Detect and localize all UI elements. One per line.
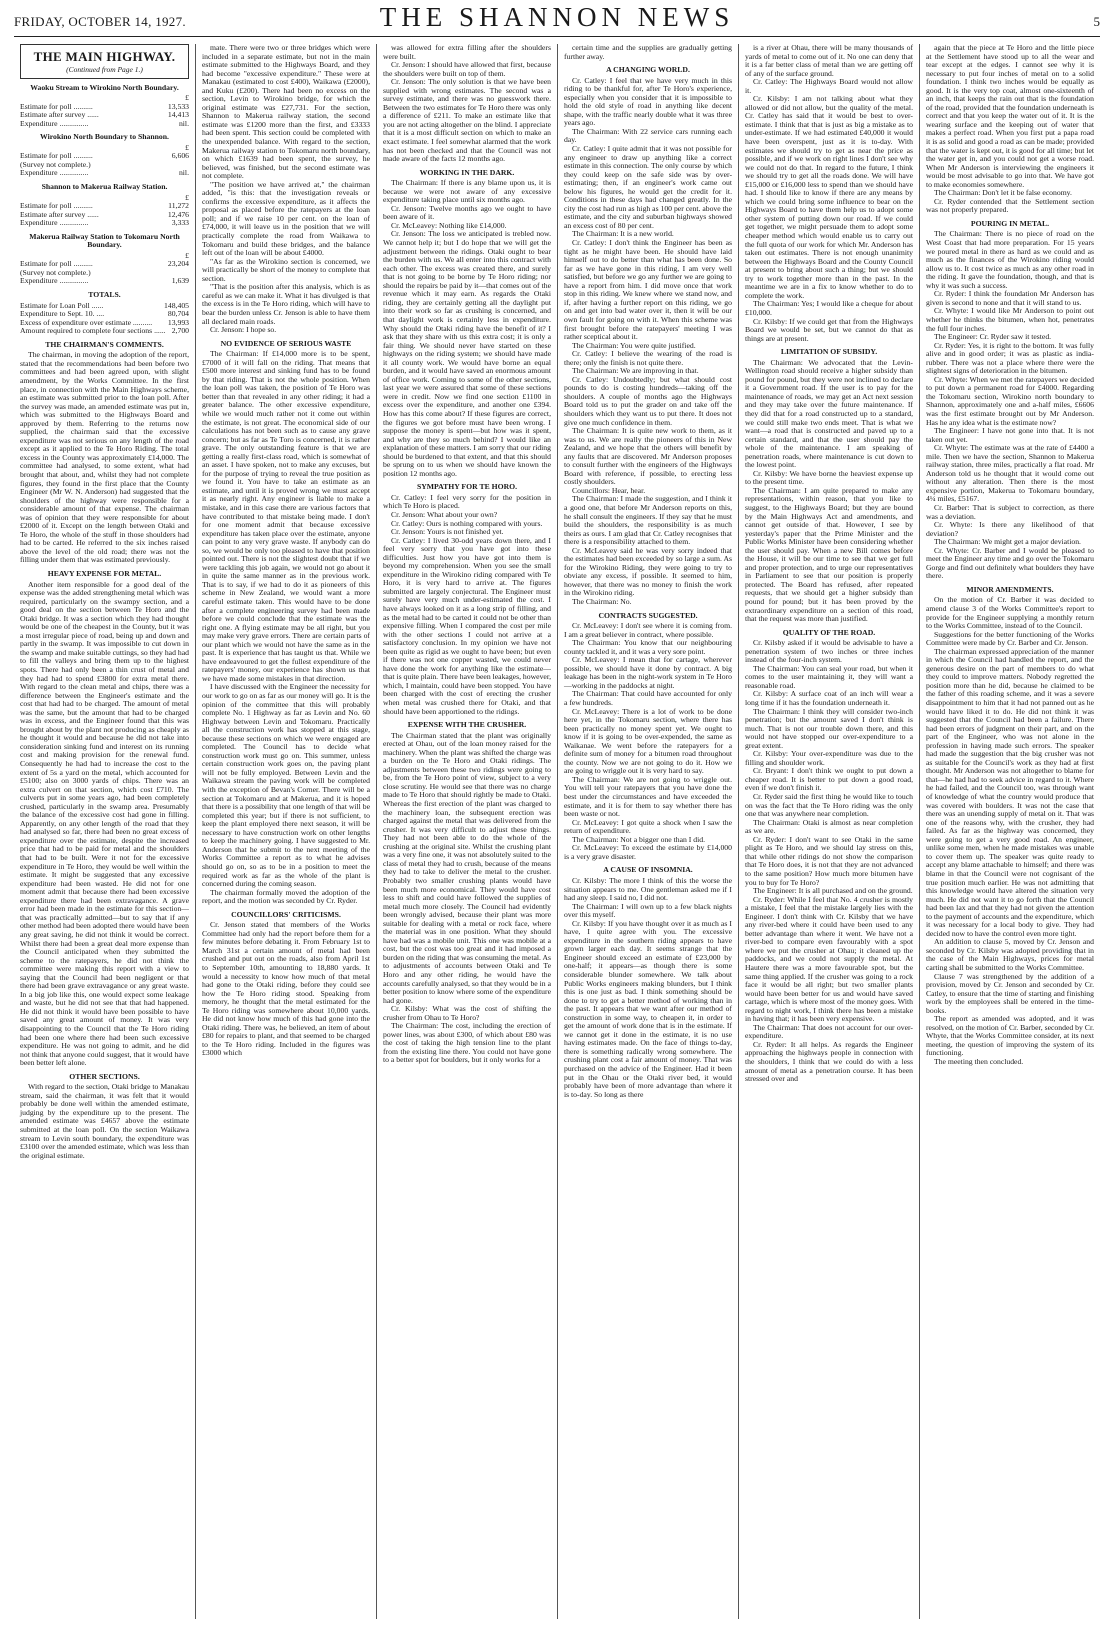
paragraph: Cr. Kilsby: If we could get that from the Highways Board we would be set, but we cannot do that as things are at present. [745, 316, 913, 343]
paragraph: Cr. Kilsby: A surface coat of an inch will wear a long time if it has the foundation underneath it. [745, 689, 913, 708]
column-1-body [20, 341, 189, 1160]
pound-sign: £ [185, 142, 189, 152]
paragraph: Cr. McLeavey: I got quite a shock when I saw the return of expenditure. [564, 817, 732, 836]
paragraph: Cr. Jenson: What about your own? [391, 509, 498, 519]
paragraph: The Chairman: I think they will consider two-inch penetration; but the amount saved I don't think is much. That is not our trouble down there, and this would not have stopped our over-expenditure to a great extent. [745, 706, 913, 750]
subheading: THE CHAIRMAN'S COMMENTS. [45, 339, 164, 349]
paragraph: Suggestions for the better functioning of the Works Committee were made by Cr. Barber and Cr. Jenson. [926, 629, 1094, 648]
paragraph: On the motion of Cr. Barber it was decided to amend clause 3 of the Works Committee's report to provide for the Engineer supplying a monthly return to the Works Committee, instead of to the Council. [926, 595, 1094, 631]
table-row [20, 269, 189, 278]
paragraph: "That is the position after this analysis, which is as careful as we can make it. What it has divulged is that the excess is in the Te Horo riding, which will have to bear the burden unless Cr. Jenson is able to have them all declared main roads. [202, 282, 370, 326]
table-row [20, 169, 189, 178]
row-label: Estimate for Loan Poll ...... [20, 301, 104, 310]
page-number: 5 [1093, 14, 1100, 29]
paragraph: The Chairman: I am quite prepared to make any representations, within reason, that you like to suggest, to the Highways Board; but they are bound by the Main Highways Act and amendments, and cannot get outside of that. However, I see by yesterday's paper that the Prime Minister and the Public Works Minister have been considering whether the user should pay. When a new Bill comes before the House, it will be our time to see that we get full and proper protection, and to urge our representatives in Parliament to see that our position is properly protected. The Board has refused, after repeated requests, that we should get a higher subsidy than pound for pound; but it has been proved by the extraordinary expenditure on a section of this road, that the request was more than justified. [745, 485, 913, 624]
row-label: Expenditure to Sept. 10. .... [20, 310, 105, 319]
row-value: 80,704 [167, 309, 189, 319]
paragraph: Councillors: Hear, hear. [572, 485, 646, 495]
table-row [20, 219, 189, 228]
totals-table [20, 302, 189, 336]
continued-note: (Continued from Page 1.) [66, 65, 143, 74]
column-4 [557, 44, 738, 1619]
row-label: (Survey not complete.) [20, 268, 91, 277]
paragraph: The Chairman: Not a bigger one than I did. [572, 834, 705, 844]
article-title-block [20, 44, 189, 79]
subheading: LIMITATION OF SUBSIDY. [780, 347, 878, 357]
paragraph: Clause 7 was strengthened by the addition of a provision, moved by Cr. Jenson and seconded by Cr. Catley, to ensure that the time of starting and finishing work by the employees shall be entered in the time-books. [926, 971, 1094, 1015]
table-row [20, 103, 189, 112]
row-label: Amount required to complete four sections ...... [20, 327, 166, 336]
paragraph: Cr. Catley: I lived 30-odd years down there, and I feel very sorry that you have got into these difficulties. Just how you have got into them is beyond my comprehension. When you see the small expenditure in the Wirokino riding compared with Te Horo, it is very hard to arrive at. The figures submitted are largely conjectural. The Engineer must surely have very much under-estimated the cost. I have always looked on it as a long strip of filling, and as the metal had to be carted it could not be other than expensive filling. When I compared the cost per mile with the other sections I could not arrive at a satisfactory conclusion. In my opinion we have not been quite as rigid as we ought to have been; but even if there was not one copper wasted, we could never have done the work for anything like the estimate—that is quite plain. There have been leakages, however, which, I maintain, could have been stopped. You have been charged with the cost of erecting the crusher when metal was crushed there for Otaki, and that should have been apportioned to the ridings. [383, 535, 551, 716]
row-value: 148,405 [164, 300, 189, 310]
subheading: COUNCILLORS' CRITICISMS. [231, 909, 341, 919]
paragraph: The Chairman: You were quite justified. [572, 340, 696, 350]
paragraph: Cr. Jenson stated that members of the Works Committee had only had the report before them for a few minutes before debating it. From February 1st to March 31st a certain amount of metal had been crushed and put out on the roads, also from April 1st to September 10th, amounting to 18,880 yards. It would a necessity to know how much of that metal had gone to the Otaki riding, before they could see how the Te Horo riding stood. Speaking from memory, he thought that the metal estimated for the Te Horo riding was somewhere about 10,000 yards. He did not know how much of this had gone into the Otaki riding. There was, he believed, an item of about £80 for repairs to plant, and that seemed to be charged to the Te Horo riding. Included in the figures was £3000 which [202, 920, 370, 1058]
table-row [20, 120, 189, 129]
paragraph: An addition to clause 5, moved by Cr. Jenson and seconded by Cr. Kilsby was adopted providing that in the case of the Main Highways, prices for metal carting shall be submitted to the Works Committee. [926, 937, 1094, 972]
paragraph: Cr. Barber: That is subject to correction, as there was a deviation. [926, 502, 1094, 521]
table-row [20, 327, 189, 336]
section-heading: Makerua Railway Station to Tokomaru North Boundary. [29, 231, 180, 250]
paragraph: again that the piece at Te Horo and the little piece at the Settlement have stood up to all the wear and tear except at the edges. I cannot see why it is necessary to put four inches of metal on to a solid foundation. I think two inches would be equally as good. It is the very top coat, almost one-sixteenth of an inch, that keeps the rain out that is the foundation of the road, provided that the foundation underneath is correct and that you keep the water out of it. It is the wearing surface and the keeping out of water that makes a perfect road. When you first put a papa road it is as solid and good a road as can be made; provided that the water is kept out, it is good for all time; but let the water get in, and you could not get a worse road. When Mr Anderson is interviewing the engineers it would be most advisable to go into that. We have got to make economies somewhere. [926, 44, 1094, 189]
section-heading: Wirokino North Boundary to Shannon. [40, 132, 169, 142]
paragraph: The Chairman: That does not account for our over-expenditure. [745, 1022, 913, 1041]
paragraph: The Engineer: Cr. Ryder saw it tested. [934, 332, 1052, 342]
paragraph: "As far as the Wirokino section is concerned, we will practically be short of the money to complete that section. [202, 256, 370, 283]
paragraph: Cr. Jenson: Yours is not finished yet. [391, 527, 504, 537]
paragraph: Cr. Kilsby: What was the cost of shifting the crusher from Ohau to Te Horo? [383, 1004, 551, 1022]
row-value: 23,204 [167, 259, 189, 269]
subheading: POURING IN METAL. [970, 218, 1050, 228]
subheading: HEAVY EXPENSE FOR METAL. [47, 568, 162, 578]
row-label: (Survey not complete.) [20, 160, 91, 169]
pound-sign: £ [185, 192, 189, 202]
subheading: MINOR AMENDMENTS. [966, 584, 1054, 594]
table-row [20, 111, 189, 120]
paragraph: The Chairman: Don't let it be false economy. [934, 188, 1072, 198]
row-label: Estimate for poll .......... [20, 152, 93, 161]
pound-sign: £ [185, 250, 189, 260]
row-label: Excess of expenditure over estimate .......... [20, 318, 153, 327]
paragraph: Cr. McLeavey: I don't see where it is coming from. I am a great believer in contract, where possible. [564, 621, 732, 639]
row-value: nil. [178, 118, 189, 128]
paragraph: I have discussed with the Engineer the necessity for our work to go on as far as our money will go. It is the opinion of the committee that this will probably complete No. 1 Highway as far as Levin and No. 60 Highway between Levin and Tokomaru. Practically all the construction work has stopped at this stage, because these sections on which we were engaged are completed. The Council has to decide what construction work must go on. This summer, unless certain construction work goes on, the paving plant will not be fully employed. Between Levin and the Waikawa stream the paving work will be completed with the exception of Bevan's Corner. There will be a section at Tokomaru and at Makerua, and it is hoped that there is a possibility that one length of that will be completed this year; but if there is not sufficient, to keep the plant employed there next season, it will be necessary to have construction work on other lengths to keep the machinery going. I have suggested to Mr. Anderson that he submit to the next meeting of the Works Committee a report as to what he advises should go on, so as to be in a position to meet the required work as far as the whole of the plant is concerned during the coming season. [202, 682, 370, 889]
paragraph: The Chairman: We are not going to wriggle out. You will tell your ratepayers that you have done the best under the circumstances and have exceeded the estimate, and it is for them to say whether there has been waste or not. [564, 774, 732, 819]
paragraph: The Chairman: If there is any blame upon us, it is because we were not aware of any excessive expenditure taking place until six months ago. [383, 178, 551, 205]
paragraph: The chairman, in moving the adoption of the report, stated that the recommendations had been before two committees and had been agreed upon, with slight amendment, by the Works Committee. In the first place, in connection with the Main Highways scheme, an estimate was submitted prior to the loan poll. After the survey was made, an amended estimate was put in, which was submitted to the Highways Board and approved by them. Referring to the returns now supplied, the chairman said that the excessive expenditure was not serious on any length of the road except as it applied to the Te Horo Riding. The total excess in the County was approximately £14,000. The committee had analysed, to some extent, what had brought that about, and, whilst they had not complete figures, they found in the first place that the County Engineer (Mr W. N. Anderson) had suggested that the shoulders of the highway were responsible for a considerable amount of that expense. The chairman was of opinion that they were responsible for about £2000 of it. Except on the length between Otaki and Te Horo, the whole of the stuff in those shoulders had had to be carted. He referred to the six inches raised above the level of the old road; there was not the filling under them that was estimated previously. [20, 350, 189, 565]
paragraph: The Engineer: It is all purchased and on the ground. [753, 886, 913, 896]
subheading: OTHER SECTIONS. [69, 1071, 140, 1081]
paragraph: Cr. Kilsby: If you have thought over it as much as I have, I quite agree with you. The excessive expenditure in the southern riding appears to have grown larger each day. It seems strange that the Engineer should exceed an estimate of £23,000 by one-half; it appears—as though there is some considerable blunder somewhere. We talk about Public Works engineers making blunders, but I think this is one just as bad. I think something should be done to try to get a better method of working than in the past. It appears that we want after our method of construction in some way, to cheapen it, in order to get the amount of work done that is in the estimate. If we cannot get it done in the estimate, it is no use having estimates made. On the face of things to-day, there is something radically wrong somewhere. The crushing plant cost a fair amount of money. That was purchased on the advice of the Engineer. Had it been put in the Ohau or the Otaki river bed, it would probably have been of more advantage than where it is to-day. So long as there [564, 918, 732, 1099]
paragraph: Cr. McLeavey: To exceed the estimate by £14,000 is a very grave disaster. [564, 843, 732, 861]
subheading: QUALITY OF THE ROAD. [782, 627, 876, 637]
paragraph: Another item responsible for a good deal of the expense was the added strengthening metal which was required, particularly on the swampy section, and a good deal on the section between Te Horo and the Otaki bridge. It was a section which they had thought would be one of the cheapest in the County, but it was a most irregular piece of road, being up and down and partly in the swamp. It was impossible to cut down in the swamp and make suitable cuttings, so they had had to fill the valleys and bring them up to the highest spots. There had only been a thin crust of metal and they had had to spend £3800 for extra metal there. With regard to the clean metal and chips, there was a difference between the Engineer's estimate and the cost that had had to be charged. The amount of metal was the same, but the amount that had to be charged was in excess, and the Engineer found that this was brought about by the plant not producing as cheaply as he thought it would and because he did not take into consideration sinking fund and interest on its running cost and making provision for the renewal fund. Consequently he had had to increase the cost to the extent of 5s a yard on the metal, which accounted for £5100; also on 3000 yards of chips. There was an extra culvert on that section, which cost £710. The culverts put in some years ago, had been completely crushed, particularly in the swamp area. Presumably the balance of the excessive cost had gone in filling. Apparently, on any other length of the road that they had analysed so far, there had been no great excess of expenditure over the estimate, despite the increased price that had to be paid for metal and the shoulders that had to be built. Were it not for the excessive expenditure in Te Horo, they would be well within the estimate. It might be suggested that any excessive expenditure had been wasted. He did not for one moment admit that because there had been excessive expenditure there had been extravagance. A grave error had been made in the estimate for this section—that was practically admitted—but to say that if any other method had been adopted there would have been any great saving, he did not think it would be correct. Whilst there had been a great deal more expense than the Council anticipated when they submitted the scheme to the ratepayers, he did not think the committee were making this report with a view to saying that the Council had been negligent or that there had been grave extravagance or any great waste. In a big job like this, one would expect some leakage and waste, but he did not see that that had happened. He did not think it would have been possible to have saved any great amount of money. It was very disappointing to the Council that the Te Horo riding had been one where there had been such excessive expenditure. He was not going to admit, and he did not think that anyone could suggest, that it would have been better left alone. [20, 579, 189, 1068]
paragraph: Cr. McLeavey: Nothing like £14,000. [391, 220, 507, 230]
paragraph: The chairman expressed appreciation of the manner in which the Council had handled the report, and the generous desire on the part of members to do what they could to improve matters. Nobody regretted the position more than he did, because he claimed to be the father of this roading scheme, and it was a severe disappointment to him that it had not panned out as he would have liked it to do. He did not think it was suggested that the Council had been a failure. There had been errors of judgment on their part, and on the part of the Engineer, who was not alone in the profession in having made such errors. The speaker had made the suggestion that the big crusher was not as suitable for the Council's work as they had at first thought. Mr Anderson was not altogether to blame for that—he had had to seek advice in regard to it. Where he had failed, and the Council too, was through want of knowledge of what the country would produce that was covered with boulders. It was not the case that there was an unending supply of metal on it. That was one of the reasons why, with the crusher, they had failed. As far as the highway was concerned, they were going to get a very good road. An engineer, unlike some men, when he made mistakes was unable to cover them up. The speaker was quite ready to accept any blame attachable to himself; and there was blame in that the Council were not cognisant of the true position much earlier. He was not admitting that this knowledge would have altered the situation very much. He did not want it to go forth that the Council had been lax and that they had not given the attention to the payment of accounts and the expenditure, which it was necessary for a local body to give. They had decided now to have the control even more tight. [926, 646, 1095, 938]
paragraph: The Chairman: With 22 service cars running each day. [564, 126, 732, 145]
paragraph: "The position we have arrived at," the chairman added, "is this: that the investigation reveals or confirms the excessive expenditure, as it affects the proposal as placed before the ratepayers at the loan poll; and if we raise 10 per cent. on the loan of £74,000, it will leave us in the position that we will practically complete the road from Waikawa to Tokomaru and build these bridges, and the balance left out of the loan will be about £4000. [202, 179, 370, 258]
paragraph: The meeting then concluded. [934, 1056, 1024, 1066]
paragraph: Cr. Catley: I don't think the Engineer has been as tight as he might have been. He should have laid himself out to do better than what has been done. So far as we have gone in this riding, I am very well satisfied, but before we go any further we are going to have a report from him. I did move once that work stop in this riding. We knew where we stand now, and if, after having a further report on this riding, we go on and get into bad water over it, then it will be our own fault for going on with it. When this scheme was first brought before the ratepayers' meeting I was rather sceptical about it. [564, 238, 732, 342]
paragraph: The Chairman: There is no piece of road on the West Coast that had more preparation. For 15 years we poured metal in there as hard as we could and as much as the finances of the Wirokino riding would allow us to. It cost twice as much as any other road in the riding. It gave the foundation, though, and that is why it was such a success. [926, 229, 1094, 290]
paragraph: Cr. Catley: I believe the wearing of the road is there; only the finish is not quite there. [564, 349, 732, 367]
paragraph: The Chairman: I will own up to a few black nights over this myself. [564, 901, 732, 920]
row-label: Estimate for poll .......... [20, 202, 93, 211]
paragraph: The Chairman: You know that our neighbouring county tackled it, and it was a very sore point. [564, 638, 732, 656]
table-row [20, 211, 189, 220]
paragraph: The Chairman: We might get a major deviation. [934, 537, 1081, 547]
paragraph: Cr. McLeavey said he was very sorry indeed that the estimates had been exceeded by so large a sum. As for the Wirokino Riding, they were going to try to obviate any excess, if possible. It seemed to him, however, that there was no money to finish the work in the Wirokino riding. [564, 545, 732, 598]
subheading: NO EVIDENCE OF SERIOUS WASTE [220, 338, 352, 348]
section-heading: Waoku Stream to Wirokino North Boundary. [30, 82, 179, 92]
paragraph: Cr. Jenson: I should have allowed that first, because the shoulders were built on top of them. [383, 60, 551, 78]
paragraph: Cr. Jenson: The only solution is that we have been supplied with wrong estimates. The second was a survey estimate, and there was no guesswork there. Between the two estimates for Te Horo there was only a difference of £211. To make an estimate like that you are not acting altogether on the blind. I appreciate that it is a most difficult section on which to make an exact estimate. I feel somewhat alarmed that the work has not been checked and that the Council was not made aware of the facts 12 months ago. [383, 77, 551, 164]
subheading: CONTRACTS SUGGESTED. [598, 610, 698, 620]
paragraph: Cr. Ryder contended that the Settlement section was not properly prepared. [926, 196, 1094, 215]
row-value: 2,700 [171, 326, 189, 336]
paragraph: Cr. Catley: Undoubtedly; but what should cost pounds to do is costing hundreds—taking off the shoulders. A couple of months ago the Highways Board told us to put the grader on and take off the shoulders which they want us to put there. It does not give one much confidence in them. [564, 374, 732, 427]
paragraph: Cr. Kilsby: I am not talking about what they allowed or did not allow, but the quality of the metal. Cr. Catley has said that it would be best to over-estimate. I think that that is just as big a mistake as to under-estimate. If we had estimated £40,000 it would have been overspent, just as it is to-day. With estimates we should try to get as near the price as possible, and if we work on right lines I don't see why we could not do that. In regard to the future, I think we should try to get all the roads done. We will have £15,000 or £16,000 less to spend than we should have had. I should like to know if there are any means by which we could bring some influence to bear on the Highways Board to have them help us to adopt some other system of putting down our road. If we could get together, we might persuade them to adopt some cheaper method which would enable us to carry out the full quota of our work for which Mr. Anderson has taken out estimates. There is not enough unanimity between the Highways Board and the County Council at present to bring about such a thing; but we should try to work together more than in the past. In the meantime we are in a fix to know whether to do to complete the work. [745, 94, 913, 300]
paragraph: Cr. Kilsby: The more I think of this the worse the situation appears to me. One gentleman asked me if I had any sleep. I said no, I did not. [564, 875, 732, 903]
row-value: nil. [178, 168, 189, 178]
column-6 [919, 44, 1100, 1619]
row-label: Estimate after survey ...... [20, 111, 99, 120]
paragraph: Cr. Catley: I feel that we have very much in this riding to be thankful for, after Te Horo's experience, especially when you consider that it is impossible to hold the old style of road in anything like decent shape, with the traffic nearly double what it was three years ago. [564, 75, 732, 128]
paragraph: was allowed for extra filling after the shoulders were built. [383, 44, 551, 61]
paragraph: Cr. Ryder said the first thing he would like to touch on was the fact that the Te Horo riding was the only one that was anywhere near completion. [745, 792, 913, 819]
row-value: 1,639 [171, 276, 189, 286]
table-row [20, 277, 189, 286]
paragraph: The Chairman: We are improving in that. [572, 366, 699, 376]
paragraph: The Chairman: If £14,000 more is to be spent, £7000 of it will fall on the riding. That means that £500 more interest and sinking fund has to be found by that riding. That is not the whole position. When the loan poll was taken, the position of Te Horo was better than that revealed in any other riding; it had a greater balance. The other excessive expenditure, while we would much rather not it come out within the estimate, is not great. The economical side of our calculations has not been such as to cause any grave concern; but as far as Te Toro is concerned, it is rather grave. The only outstanding feature is that we are getting a really first-class road, which is somewhat of an asset. I have spoken, not to make any excuses, but for the purpose of trying to reveal the true position as we found it. You have to take an estimate as an estimate, and until it is proved wrong we must accept it as nearly right. Any engineer is liable to make a mistake, and in this case there are various factors that have contributed to that mistake being made. I don't for one moment admit that because excessive expenditure has taken place over the estimate, anyone can point to any very grave waste. If anybody can do so, we would be only too pleased to have that position pointed out. There is not the slightest doubt that if we were tackling this job again, we would not go about it in quite the same manner as in the previous work. That is to say, if we had to do it as pioneers of this scheme in New Zealand, we would want a more careful estimate taken. This would have to be done after a complete engineering survey had been made before we could conclude that the estimate was the right one. A flying estimate may be all right, but you may make very grave errors. There are certain parts of our plant which we would not have the same as in the past. It is experience that has taught us that. While we have endeavoured to get the fullest expenditure of the ratepayers' money, our experience has shown us that we have made some mistakes in that direction. [202, 349, 370, 683]
paragraph: mate. There were two or three bridges which were included in a separate estimate, but not in the main estimate submitted to the Highways Board, and they had become "excessive expenditure." These were at Manakau (estimated to cost £400), Waikawa (£2000), and Kuku (£200). There had been no excess on the section, Levin to Wirokino bridge, for which the original estimate was £27,731. For the section, Shannon to Makerua railway station, the second estimate was £1200 more than the first, and £3333 had been spent. This section could be completed with the unexpended balance. With regard to the section, Makerua railway station to Tokomaru north boundary, on which £1639 had been spent, the survey, he believed, was finished, but the second estimate was not complete. [202, 44, 370, 181]
paragraph: Cr. Whyte: Is there any likelihood of that deviation? [926, 520, 1094, 538]
paragraph: Cr. Kilsby: We have borne the heaviest expense up to the present time. [745, 468, 913, 487]
row-value: 6,606 [171, 151, 189, 161]
paragraph: Cr. Ryder: I think the foundation Mr Anderson has given is second to none and that it will stand to us. [926, 289, 1094, 307]
row-label: Expenditure ............... [20, 119, 89, 128]
row-value: 3,333 [171, 218, 189, 228]
paragraph: With regard to the section, Otaki bridge to Manakau stream, said the chairman, it was felt that it would probably be done well within the amended estimate, judging by the expenditure up to the present. The amended estimate was £4657 above the estimate submitted at the loan poll. On the section Waikawa stream to Levin south boundary, the expenditure was £3100 over the amended estimate, which was less than the original estimate. [20, 1082, 189, 1160]
paragraph: The Chairman: Otaki is almost as near completion as we are. [745, 817, 913, 836]
totals-heading: TOTALS. [88, 290, 121, 300]
row-value: 11,272 [168, 201, 189, 211]
row-label: Estimate for poll .......... [20, 260, 93, 269]
paragraph: Cr. Catley: I quite admit that it was not possible for any engineer to draw up anything like a correct estimate in this connection. The only course by which they could keep on the safe side was by over-estimating; then, if an engineer's work came out below his figures, he would get the credit for it. Conditions in these days had changed greatly. In the city the cost had run as high as 100 per cent. above the estimate, and the city and suburban highways showed an excess cost of 80 per cent. [564, 144, 733, 230]
paragraph: Cr. Kilsby asked if it would be advisable to have a penetration system of two inches or three inches instead of the four-inch system. [745, 638, 913, 665]
paragraph: Cr. Catley: Ours is nothing compared with yours. [391, 518, 543, 528]
article-columns [14, 44, 1100, 1619]
subheading: A CHANGING WORLD. [606, 65, 690, 75]
paragraph: Cr. Ryder: It all helps. As regards the Engineer approaching the highways people in connection with the shoulders, I think that we could do with a less amount of metal as a penetration course. It has been stressed over and [745, 1039, 913, 1084]
expenditure-tables [20, 84, 189, 286]
paragraph: Cr. Jenson: The loss we anticipated is trebled now. We cannot help it; but I do hope that we will get the adjustment between the ridings. Otaki ought to bear the burden with us. We all enter into this contract with each other. The excess was created there, and surely that is not going to be borne by Te Horo riding; nor should the repairs be paid by it—that comes out of the revenue which it may earn. As regards the Otaki riding, they are certainly getting all the daylight put into their work so far as crushing is concerned, and that daylight work is certainly less in expenditure. Why should the Otaki riding have the benefit of it? I ask that they share with us this extra cost; it is only a fair thing. We should never have started on these highways on the riding system; we should have made it all county work. We would have borne an equal burden, and it would have saved an enormous amount of office work. Coming to some of the other sections, last year we were assured that some of these sections were in credit. Now we find one section £1100 in excess over the expenditure, and another one £394. How has this come about? If these figures are correct, the figures we got before must have been wrong. I suppose the money is spent—but how was it spent, and why are they so much behind? I would like an explanation of these matters. I am sorry that our riding should be burdened to that extent, and that this should be sprung on to us when we should have known the position 12 months ago. [383, 229, 551, 478]
row-value: 14,413 [167, 110, 189, 120]
row-label: Expenditure ............... [20, 169, 89, 178]
row-label: Estimate for poll .......... [20, 102, 93, 111]
article-title: THE MAIN HIGHWAY. [33, 49, 176, 64]
column-3 [376, 44, 557, 1619]
subheading: A CAUSE OF INSOMNIA. [603, 865, 693, 875]
paragraph: Cr. Catley: The Highways Board would not allow it. [745, 77, 913, 95]
table-row [20, 202, 189, 211]
paragraph: The Chairman: The cost, including the erection of power lines, was about £300, of which about £80 was the cost of taking the high tension line to the plant from the existing line there. You could not have gone to a better spot for boulders, but it only works for a [383, 1021, 551, 1065]
paragraph: Cr. Whyte: I would like Mr Anderson to point out whether he thinks the bitumen, when hot, penetrates the full four inches. [926, 306, 1094, 333]
column-2 [195, 44, 376, 1619]
paragraph: Cr. Bryant: I don't think we ought to put down a cheaper road. It is better to put down a good road, even if we don't finish it. [745, 766, 913, 793]
paragraph: Cr. Whyte: When we met the ratepayers we decided to put down a permanent road for £4000. Regarding the Tokomaru section, Wirokino north boundary to Shannon, approximately one and a-half miles, £6606 was the first estimate brought out by Mr Anderson. Has he any idea what is the estimate now? [926, 374, 1094, 427]
paragraph: The chairman formally moved the adoption of the report, and the motion was seconded by Cr. Ryder. [202, 887, 370, 906]
paragraph: The Chairman: It is a new world. [572, 229, 674, 239]
subheading: WORKING IN THE DARK. [419, 167, 515, 177]
paragraph: The Chairman: You can seal your road, but when it comes to the user maintaining it, they will want a reasonable road. [745, 663, 913, 690]
paragraph: The Chairman: I made the suggestion, and I think it a good one, that before Mr Anderson reports on this, he shall consult the engineers. If they say that he must build the shoulders, the responsibility is as much theirs as ours. I am glad that Cr. Catley recognises that there is a responsibility attached to them. [564, 494, 732, 547]
table-row [20, 152, 189, 161]
paragraph: Cr. Ryder: I don't want to see Otaki in the same plight as Te Horo, and we should lay stress on this, that while other ridings do not show the comparison that Te Horo does, it is not that they are not advanced to the same position? How much more bitumen have you to buy for Te Horo? [745, 834, 913, 887]
paragraph: certain time and the supplies are gradually getting further away. [564, 44, 732, 61]
row-value: 12,476 [167, 209, 189, 219]
subheading: EXPENSE WITH THE CRUSHER. [407, 720, 527, 730]
pound-sign: £ [185, 93, 189, 103]
paragraph: Cr. McLeavey: There is a lot of work to be done here yet, in the Tokomaru section, where there has been practically no money spent yet. We ought to know if it is going to be over-expended, the same as Waikanae. We went before the ratepayers for a definite sum of money for a bitumen road throughout the county. Now we are not going to do it. How we are going to wriggle out it is very hard to say. [564, 706, 732, 776]
paragraph: The Chairman: No. [572, 597, 632, 606]
column-1 [14, 44, 195, 1619]
issue-date: FRIDAY, OCTOBER 14, 1927. [14, 14, 186, 29]
paragraph: Cr. Ryder: While I feel that No. 4 crusher is mostly a mistake, I feel that the mistake largely lies with the Engineer. I don't think with Cr. Kilsby that we have any river-bed where it could have been used to any better advantage than where it went. We have not a river-bed to compare even favourably with a spot where we put the crusher at Ohau; it cleaned up the paddocks, and we could not supply the metal. At Hautere there was a more favourable spot, but the same thing applied. If the crusher was going to a rock face it would be all right; but two smaller plants would have been better for us and would have saved cartage, which is where most of the money goes. With regard to night work, I think there has been a mistake in having that; it has been very expensive. [745, 894, 913, 1024]
paragraph: Cr. Kilsby: Your over-expenditure was due to the filling and shoulder work. [745, 749, 913, 767]
masthead [14, 2, 1100, 37]
paragraph: The Chairman: We advocated that the Levin-Wellington road should receive a higher subsidy than pound for pound, but they were not inclined to declare it a Government road. If the user is to pay for the maintenance of roads, we may get an Act next session and they may take over the future maintenance. If they did that for a road constructed up to a standard, we could still make two ends meet. That is what we want—a road that is constructed and paved up to a certain standard, and that the user should pay the whole of the maintenance. I am speaking of penetration roads, where maintenance is cut down to the lowest point. [745, 357, 913, 470]
paragraph: The Engineer: I have not gone into that. It is not taken out yet. [926, 426, 1094, 444]
row-value: 13,533 [167, 101, 189, 111]
paragraph: The Chairman: It is quite new work to them, as it was to us. We are really the pioneers of this in New Zealand, and we hope that the others will benefit by any faults that are discovered. Mr Anderson proposes to consult further with the engineers of the Highways Board with reference, if possible, to erecting less costly shoulders. [564, 426, 732, 487]
column-5 [738, 44, 919, 1619]
paragraph: Cr. Ryder: Yes, it is right to the bottom. It was fully alive and in good order; it was as plastic as india-rubber. There was not a place where there were the slightest signs of deterioration in the bitumen. [926, 340, 1094, 376]
paragraph: The Chairman: Yes; I would like a cheque for about £10,000. [745, 299, 913, 317]
row-label: Expenditure ............... [20, 277, 89, 286]
table-row [20, 260, 189, 269]
table-row [20, 302, 189, 311]
section-heading: Shannon to Makerua Railway Station. [41, 182, 168, 192]
table-row [20, 319, 189, 328]
newspaper-title: THE SHANNON NEWS [379, 2, 735, 32]
subheading: SYMPATHY FOR TE HORO. [416, 482, 518, 492]
paragraph: Cr. McLeavey: I mean that for cartage, wherever possible, we should have it done by contract. A big leakage has been in the night-work system in Te Horo—working in the paddocks at night. [564, 655, 732, 690]
paragraph: Cr. Whyte: The estimate was at the rate of £4400 a mile. Then we have the section, Shannon to Makerua railway station, three miles, practically a flat road. Mr Anderson told us he thought that it would come out without any alteration. Then there is the most expensive portion, Makerua to Tokomaru boundary, 4¼ miles, £5167. [926, 443, 1094, 504]
row-label: Expenditure ............... [20, 219, 89, 228]
paragraph: is a river at Ohau, there will be many thousands of yards of metal to come out of it. No one can deny that it is a far better class of metal than we are getting off of any of the surface ground. [745, 44, 913, 78]
row-value: 13,993 [167, 317, 189, 327]
paragraph: The Chairman stated that the plant was originally erected at Ohau, out of the loan money raised for the machinery. When the plant was shifted the charge was a burden on the Te Horo and Otaki ridings. The adjustments between these two ridings were going to be, from the Te Horo point of view, subject to a very close scrutiny. He would see that there was no charge made to Te Horo that should rightly be made to Otaki. Whereas the first erection of the plant was charged to the machinery loan, the subsequent erection was charged against the metal that was delivered from the crusher. It was very difficult to adjust these things. They had not been able to do the whole of the crushing at the original site. Whilst the crushing plant was a very fine one, it was not absolutely suited to the class of metal they had to crush, because of the means they had to take to deliver the metal to the crusher. Probably two smaller crushing plants would have been much more economical. They would have cost less to shift and could have followed the supplies of metal much more closely. The Council had evidently been wrongly advised, because their plant was more suitable for dealing with a metal or rock face, where the material was in one position. What they should have had was a mobile unit. This one was mobile at a cost, but the cost was too great and it had imposed a burden on the riding that was consuming the metal. As to adjustments of accounts between Otaki and Te Horo and any other riding, he would have the accounts carefully analysed, so that they would be in a better position to know where some of the expenditure had gone. [383, 730, 551, 1005]
paragraph: The report as amended was adopted, and it was resolved, on the motion of Cr. Barber, seconded by Cr. Whyte, that the Works Committee consider, at its next meeting, the question of improving the system of its functioning. [926, 1014, 1094, 1058]
paragraph: Cr. Whyte: Cr. Barber and I would be pleased to meet the Engineer any time and go over the Tokomaru Gorge and find out definitely what boulders they have there. [926, 545, 1094, 581]
paragraph: Cr. Jenson: I hope so. [210, 325, 277, 335]
paragraph: Cr. Catley: I feel very sorry for the position in which Te Horo is placed. [383, 492, 551, 511]
row-label: Estimate after survey ...... [20, 210, 99, 219]
table-row [20, 161, 189, 170]
paragraph: The Chairman: That could have accounted for only a few hundreds. [564, 689, 732, 708]
paragraph: Cr. Jenson: Twelve months ago we ought to have been aware of it. [383, 203, 551, 222]
table-row [20, 310, 189, 319]
